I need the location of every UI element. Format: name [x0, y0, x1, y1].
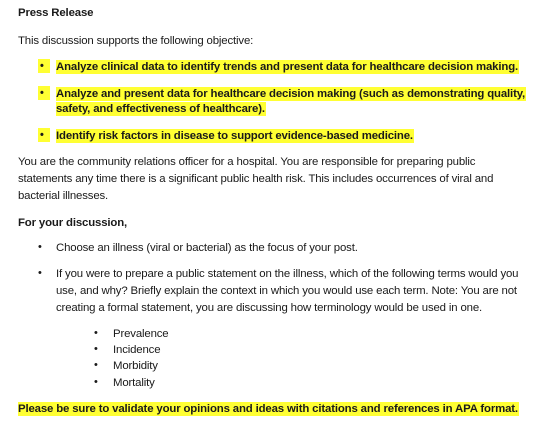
bullet-icon: •: [38, 128, 50, 143]
document-title: Press Release: [18, 7, 94, 19]
bullet-icon: •: [94, 343, 98, 355]
term-morbidity: Morbidity: [113, 360, 158, 372]
term-incidence: Incidence: [113, 344, 161, 356]
discussion-heading: For your discussion,: [18, 217, 128, 229]
closing-instruction: Please be sure to validate your opinions and ideas with citations and references in APA format.: [18, 403, 518, 415]
discussion-text: Choose an illness (viral or bacterial) as the focus of your post.: [56, 242, 358, 254]
bullet-icon: •: [94, 327, 98, 339]
bullet-icon: •: [94, 359, 98, 371]
paragraph-line: statements any time there is a significant public health risk. This includes occurrences of viral and: [18, 173, 494, 185]
paragraph-line: You are the community relations officer for a hospital. You are responsible for preparing public: [18, 156, 476, 168]
intro-text: This discussion supports the following objective:: [18, 35, 254, 47]
bullet-icon: •: [94, 376, 98, 388]
bullet-icon: •: [38, 86, 50, 101]
bullet-icon: •: [38, 267, 42, 279]
objective-text: Analyze and present data for healthcare decision making (such as demonstrating quality,: [56, 88, 526, 100]
bullet-icon: •: [38, 241, 42, 253]
objective-text-continued: safety, and effectiveness of healthcare).: [56, 103, 265, 115]
discussion-text-continued: use, and why? Briefly explain the context in which you would use each term. Note: You are not: [56, 285, 517, 297]
objective-text: Analyze clinical data to identify trends and present data for healthcare decision making.: [56, 61, 519, 73]
term-mortality: Mortality: [113, 377, 155, 389]
discussion-text-continued: creating a formal statement, you are discussing how terminology would be used in one.: [56, 302, 483, 314]
paragraph-line: bacterial illnesses.: [18, 190, 109, 202]
discussion-text: If you were to prepare a public statement on the illness, which of the following terms would you: [56, 268, 519, 280]
objective-text: Identify risk factors in disease to support evidence-based medicine.: [56, 130, 413, 142]
bullet-icon: •: [38, 59, 50, 74]
term-prevalence: Prevalence: [113, 328, 169, 340]
